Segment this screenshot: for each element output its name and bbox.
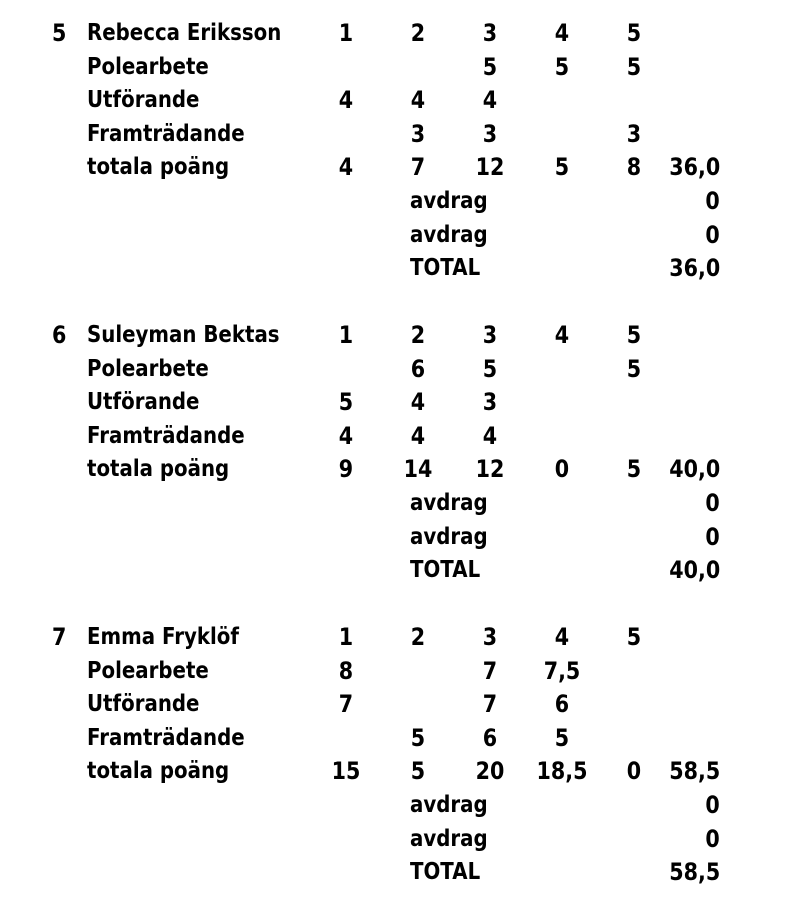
score-row bbox=[0, 150, 794, 184]
final-total-row bbox=[0, 855, 794, 889]
row-total: 58,5 bbox=[669, 757, 720, 786]
score-cell: 8 bbox=[626, 153, 642, 182]
final-total-row bbox=[0, 553, 794, 587]
score-cell: 4 bbox=[482, 86, 498, 115]
deduction-value: 0 bbox=[705, 187, 720, 215]
judge-number: 2 bbox=[410, 321, 426, 349]
score-cell: 7 bbox=[482, 690, 498, 719]
contestant-block bbox=[0, 318, 794, 588]
score-cell: 6 bbox=[482, 723, 498, 752]
final-total-value: 36,0 bbox=[669, 254, 720, 283]
deduction-value: 0 bbox=[705, 522, 720, 551]
judge-number: 5 bbox=[626, 321, 642, 349]
judge-number: 4 bbox=[554, 321, 570, 349]
deduction-row bbox=[0, 520, 794, 554]
score-category-label: Utförande bbox=[87, 691, 200, 718]
score-cell: 5 bbox=[410, 723, 426, 752]
deduction-row bbox=[0, 486, 794, 520]
score-category-label: Framträdande bbox=[87, 724, 245, 751]
judge-number: 1 bbox=[338, 321, 354, 349]
score-row bbox=[0, 352, 794, 386]
score-row bbox=[0, 754, 794, 788]
judge-number: 5 bbox=[626, 19, 642, 47]
final-total-label: TOTAL bbox=[410, 859, 481, 886]
score-cell: 0 bbox=[554, 455, 570, 484]
final-total-label: TOTAL bbox=[410, 557, 481, 584]
deduction-label: avdrag bbox=[410, 188, 488, 214]
score-row bbox=[0, 721, 794, 755]
score-cell: 6 bbox=[554, 690, 570, 719]
contestant-name: Suleyman Bektas bbox=[87, 322, 280, 348]
score-cell: 7 bbox=[482, 656, 498, 685]
score-cell: 6 bbox=[410, 354, 426, 383]
judge-number: 5 bbox=[626, 623, 642, 651]
score-category-label: Polearbete bbox=[87, 355, 209, 382]
score-category-label: Polearbete bbox=[87, 53, 209, 80]
contestant-rank: 5 bbox=[52, 19, 67, 47]
score-cell: 7,5 bbox=[543, 656, 581, 685]
judge-number: 2 bbox=[410, 19, 426, 47]
score-cell: 4 bbox=[482, 421, 498, 450]
score-cell: 5 bbox=[482, 52, 498, 81]
score-cell: 15 bbox=[331, 757, 361, 786]
contestant-header-row bbox=[0, 16, 794, 50]
score-category-label: totala poäng bbox=[87, 456, 230, 483]
score-row bbox=[0, 419, 794, 453]
deduction-label: avdrag bbox=[410, 221, 488, 248]
deduction-value: 0 bbox=[705, 220, 720, 249]
judge-number: 3 bbox=[482, 623, 498, 651]
score-cell: 20 bbox=[475, 757, 505, 786]
score-category-label: Utförande bbox=[87, 389, 200, 416]
score-cell: 12 bbox=[475, 455, 505, 484]
score-cell: 5 bbox=[554, 723, 570, 752]
score-cell: 4 bbox=[338, 153, 354, 182]
deduction-value: 0 bbox=[705, 489, 720, 517]
score-cell: 5 bbox=[554, 153, 570, 182]
contestant-header-row bbox=[0, 318, 794, 352]
score-category-label: Framträdande bbox=[87, 120, 245, 147]
score-cell: 4 bbox=[338, 421, 354, 450]
score-cell: 9 bbox=[338, 455, 354, 484]
row-total: 40,0 bbox=[669, 455, 720, 484]
final-total-row bbox=[0, 251, 794, 285]
row-total: 36,0 bbox=[669, 153, 720, 182]
deduction-value: 0 bbox=[705, 824, 720, 853]
score-cell: 8 bbox=[338, 656, 354, 685]
score-cell: 4 bbox=[410, 388, 426, 417]
score-cell: 3 bbox=[626, 119, 642, 148]
score-cell: 3 bbox=[482, 388, 498, 417]
score-cell: 5 bbox=[338, 388, 354, 417]
score-cell: 5 bbox=[482, 354, 498, 383]
judge-number: 1 bbox=[338, 623, 354, 651]
contestant-name: Rebecca Eriksson bbox=[87, 20, 282, 46]
score-row bbox=[0, 654, 794, 688]
score-cell: 18,5 bbox=[536, 757, 588, 786]
score-cell: 4 bbox=[410, 86, 426, 115]
score-category-label: Framträdande bbox=[87, 422, 245, 449]
score-cell: 4 bbox=[410, 421, 426, 450]
judge-number: 3 bbox=[482, 321, 498, 349]
deduction-row bbox=[0, 218, 794, 252]
contestant-block bbox=[0, 620, 794, 890]
score-cell: 5 bbox=[410, 757, 426, 786]
score-cell: 3 bbox=[482, 119, 498, 148]
judge-number: 1 bbox=[338, 19, 354, 47]
deduction-row bbox=[0, 788, 794, 822]
score-row bbox=[0, 452, 794, 486]
contestant-rank: 6 bbox=[52, 321, 67, 349]
deduction-row bbox=[0, 822, 794, 856]
score-category-label: totala poäng bbox=[87, 154, 230, 181]
deduction-label: avdrag bbox=[410, 792, 488, 818]
judge-number: 3 bbox=[482, 19, 498, 47]
score-cell: 12 bbox=[475, 153, 505, 182]
contestant-rank: 7 bbox=[52, 623, 67, 651]
contestant-block bbox=[0, 16, 794, 286]
final-total-value: 40,0 bbox=[669, 556, 720, 585]
score-cell: 5 bbox=[554, 52, 570, 81]
score-cell: 14 bbox=[403, 455, 433, 484]
deduction-label: avdrag bbox=[410, 490, 488, 516]
score-cell: 3 bbox=[410, 119, 426, 148]
deduction-label: avdrag bbox=[410, 825, 488, 852]
judge-number: 4 bbox=[554, 623, 570, 651]
score-cell: 7 bbox=[410, 153, 426, 182]
score-cell: 0 bbox=[626, 757, 642, 786]
deduction-row bbox=[0, 184, 794, 218]
score-row bbox=[0, 385, 794, 419]
judge-number: 2 bbox=[410, 623, 426, 651]
score-row bbox=[0, 83, 794, 117]
score-cell: 7 bbox=[338, 690, 354, 719]
deduction-label: avdrag bbox=[410, 523, 488, 550]
contestant-name: Emma Fryklöf bbox=[87, 624, 239, 650]
score-row bbox=[0, 687, 794, 721]
score-cell: 5 bbox=[626, 354, 642, 383]
contestant-header-row bbox=[0, 620, 794, 654]
final-total-value: 58,5 bbox=[669, 858, 720, 887]
score-cell: 4 bbox=[338, 86, 354, 115]
score-category-label: Utförande bbox=[87, 87, 200, 114]
score-category-label: totala poäng bbox=[87, 758, 230, 785]
deduction-value: 0 bbox=[705, 791, 720, 819]
score-cell: 5 bbox=[626, 52, 642, 81]
judge-number: 4 bbox=[554, 19, 570, 47]
score-row bbox=[0, 117, 794, 151]
final-total-label: TOTAL bbox=[410, 255, 481, 282]
score-cell: 5 bbox=[626, 455, 642, 484]
score-row bbox=[0, 50, 794, 84]
score-category-label: Polearbete bbox=[87, 657, 209, 684]
